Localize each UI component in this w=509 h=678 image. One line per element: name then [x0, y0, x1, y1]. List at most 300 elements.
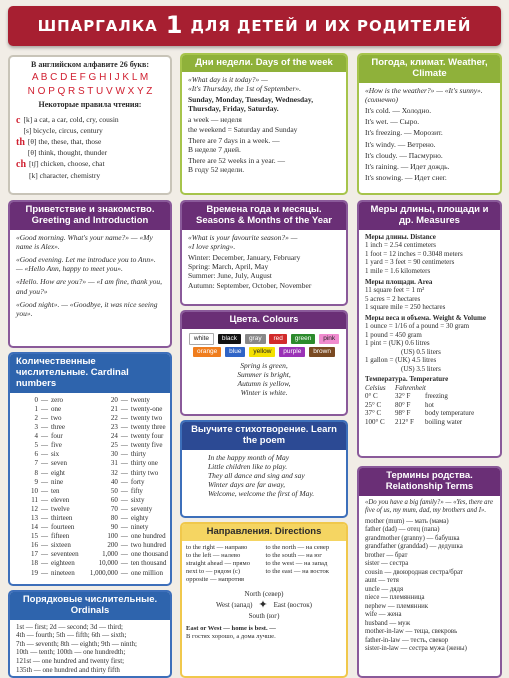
cardinal-row [86, 514, 168, 523]
temp-desc: freezing [425, 392, 448, 401]
cardinal-title: Количественные числительные. Cardinal numbers [10, 354, 170, 393]
seasons-title: Времена года и месяцы. Seasons & Months of the Year [182, 202, 346, 230]
poem-title: Выучите стихотворение. Learn the poem [182, 422, 346, 450]
poem-card [180, 420, 348, 518]
cardinal-word: eighteen [51, 559, 75, 568]
dash: — [120, 559, 128, 568]
cardinal-word: fourteen [51, 523, 75, 532]
chip-gray: gray [245, 334, 266, 344]
cardinal-row [86, 487, 168, 496]
cardinal-word: three [51, 423, 65, 432]
weather-l1: «How is the weather?» — «It's sunny». (солнечно) [365, 85, 483, 104]
dir-r [266, 576, 343, 584]
cardinal-value: 8 [34, 468, 38, 477]
weather-l2: It's cold. — Холодно. [365, 106, 432, 116]
cardinal-word: forty [130, 477, 145, 486]
dash: — [120, 432, 128, 441]
alphabet-row-1: A B C D E F G H I J K L M [31, 71, 149, 83]
cardinal-word: five [51, 441, 62, 450]
area-1: 11 square feet = 1 m² [365, 286, 425, 295]
dash: — [41, 550, 48, 559]
colour-poem-3: Autumn is yellow, [237, 379, 291, 389]
weather-l5: It's windy. — Ветрено. [365, 139, 436, 149]
days-l6: There are 7 days in a week. — [188, 135, 280, 145]
cardinal-word: twelve [51, 504, 70, 513]
chip-green: green [291, 334, 316, 344]
dash: — [41, 413, 48, 422]
weather-l7: It's raining. — Идет дождь. [365, 161, 450, 171]
cardinal-word: thirteen [51, 513, 73, 522]
weather-l8: It's snowing. — Идет снег. [365, 172, 447, 182]
cardinal-value: 25 [110, 441, 118, 450]
cardinal-row [12, 405, 84, 414]
cardinal-value: 22 [110, 413, 118, 422]
dash: — [120, 541, 128, 550]
cardinal-value: 0 [34, 395, 38, 404]
proverb-ru: В гостях хорошо, а дома лучше. [186, 632, 276, 640]
cardinal-value: 80 [110, 513, 118, 522]
cardinal-row [86, 569, 168, 578]
cardinal-value: 40 [110, 477, 118, 486]
dash: — [41, 523, 48, 532]
dir-r: to the south — на юг [265, 551, 322, 559]
cardinal-row [12, 414, 84, 423]
temp-f: 32° F [395, 392, 411, 401]
compass-star-icon: ✦ [258, 598, 268, 611]
rules-title: Некоторые правила чтения: [38, 100, 142, 110]
family-term: father (dad) — отец (папа) [365, 526, 440, 534]
weather-l4: It's freezing. — Морозит. [365, 128, 443, 138]
temp-col-blank [425, 384, 494, 393]
compass-west: West (запад) [215, 601, 253, 610]
cardinal-word: twenty four [130, 432, 164, 441]
weather-card [357, 53, 502, 195]
cardinal-row [86, 396, 168, 405]
ordinals-l5: 121st — one hundred and twenty first; [16, 656, 125, 665]
dash: — [120, 404, 128, 413]
dir-r: to the east — на восток [265, 568, 329, 576]
greeting-l4: «Good night». — «Goodbye, it was nice seeing you». [16, 299, 158, 318]
directions-title: Направления. Directions [182, 524, 346, 541]
cardinal-word: eleven [51, 495, 70, 504]
area-heading: Меры площади. Area [365, 277, 433, 286]
cardinal-word: twenty [130, 395, 150, 404]
dash: — [120, 523, 128, 532]
greeting-l3: «Hello. How are you?» — «I am fine, thank you, and you?» [16, 277, 162, 296]
ordinals-l3: 7th — seventh; 8th — eighth; 9th — ninth; [16, 639, 137, 648]
cardinal-row [12, 496, 84, 505]
greeting-l1: «Good morning. What's your name?» — «My name is Alex». [16, 232, 153, 251]
cardinal-word: thirty [130, 450, 147, 459]
greeting-l2: «Good evening. Let me introduce you to Ann». — «Hello Ann, happy to meet you». [16, 255, 156, 274]
header-number: 1 [165, 11, 183, 40]
chip-purple: purple [279, 347, 305, 357]
cardinal-value: 19 [31, 568, 38, 577]
ordinals-l6: 135th — one hundred and thirty fifth [16, 665, 120, 674]
cardinal-row [12, 505, 84, 514]
cardinal-row [86, 450, 168, 459]
cardinal-word: six [51, 450, 60, 459]
dir-l: to the left — налево [186, 551, 241, 559]
ordinals-l1: 1st — first; 2d — second; 3d — third; [16, 622, 123, 631]
dash: — [120, 504, 128, 513]
weight-6: (US) 3.5 liters [401, 364, 441, 373]
cardinal-value: 7 [34, 459, 38, 468]
rule-th-2: [θ] think, thought, thunder [27, 148, 108, 158]
cardinal-row [12, 487, 84, 496]
dash: — [41, 495, 48, 504]
cardinal-value: 16 [31, 541, 38, 550]
family-term: brother — брат [365, 551, 408, 559]
cardinal-value: 90 [110, 523, 118, 532]
cardinal-word: two [51, 413, 62, 422]
ordinals-card [8, 590, 172, 678]
weather-title: Погода, климат. Weather, Climate [359, 55, 500, 83]
cardinal-value: 14 [31, 523, 38, 532]
distance-2: 1 foot = 12 inches = 0.3048 meters [365, 249, 463, 258]
cardinal-value: 12 [31, 504, 38, 513]
temp-f: 80° F [395, 400, 411, 409]
temp-desc: boiling water [425, 418, 463, 426]
cardinal-value: 10 [31, 486, 38, 495]
dash: — [41, 532, 48, 541]
weather-l3: It's wet. — Сыро. [365, 117, 420, 127]
cardinal-value: 2 [34, 413, 38, 422]
colours-title: Цвета. Colours [182, 312, 346, 329]
cardinal-row [12, 514, 84, 523]
cardinal-row [86, 405, 168, 414]
weight-5: 1 gallon = (UK) 4.5 litres [365, 356, 437, 365]
compass [186, 590, 342, 620]
cardinal-row [12, 441, 84, 450]
cardinal-word: four [51, 432, 63, 441]
cardinal-value: 5 [34, 441, 38, 450]
temp-f: 212° F [395, 418, 414, 426]
cardinal-value: 21 [110, 404, 118, 413]
dash: — [120, 477, 128, 486]
cardinal-word: seventeen [51, 550, 79, 559]
cardinal-row [12, 469, 84, 478]
cardinal-word: eighty [130, 513, 149, 522]
cardinal-value: 50 [110, 486, 118, 495]
distance-4: 1 mile = 1.6 kilometers [365, 266, 431, 275]
directions-card [180, 522, 348, 678]
dash: — [41, 513, 48, 522]
colours-card [180, 310, 348, 416]
days-l8: There are 52 weeks in a year. — [188, 156, 286, 166]
seasons-l6: Autumn: September, October, November [188, 280, 312, 290]
days-card [180, 53, 348, 195]
family-term: uncle — дядя [365, 585, 404, 593]
dash: — [120, 486, 128, 495]
dash: — [120, 532, 128, 541]
cardinal-row [12, 569, 84, 578]
dash: — [41, 395, 48, 404]
cardinal-value: 60 [110, 495, 118, 504]
cardinal-word: fifteen [51, 532, 70, 541]
poem-l3: They all dance and sing and say [208, 471, 305, 481]
dir-l: next to — рядом (с) [186, 568, 241, 576]
dash: — [41, 477, 48, 486]
cardinal-value: 1,000 [102, 550, 118, 559]
temp-desc: hot [425, 400, 434, 409]
family-list [365, 518, 494, 654]
dash: — [120, 450, 128, 459]
cardinal-word: fifty [130, 486, 143, 495]
cardinal-value: 200 [107, 541, 118, 550]
dash: — [41, 450, 48, 459]
cardinal-value: 15 [31, 532, 38, 541]
cardinal-row [86, 423, 168, 432]
measures-card [357, 200, 502, 458]
cardinal-word: nine [51, 477, 64, 486]
seasons-l5: Summer: June, July, August [188, 271, 272, 281]
poem-l4: Winter days are far away, [208, 480, 286, 490]
poem-l2: Little children like to play. [208, 461, 288, 471]
family-term: sister — сестра [365, 560, 409, 568]
alphabet-card: В английском алфавите 26 букв: A B C D E F G H I J K L M N O P Q R S T U V W X Y Z Некоторые правила чтения: c [k] a cat, a car, cold, cry, cousin [s] bicycle, circus, century th [θ] the, these, that, those [θ] think, thought, thunder ch [tʃ] chicken, choose, chat [k] character, chemistry [8, 55, 172, 195]
cardinal-value: 4 [34, 432, 38, 441]
cardinal-row [12, 559, 84, 568]
area-2: 5 acres = 2 hectares [365, 294, 421, 303]
dash: — [120, 495, 128, 504]
cardinal-word: seventy [130, 504, 153, 513]
days-l3: Sunday, Monday, Tuesday, Wednesday, Thursday, Friday, Saturday. [188, 95, 314, 114]
cardinal-row [86, 550, 168, 559]
cardinal-row [86, 441, 168, 450]
dash: — [120, 513, 128, 522]
poem-l1: In the happy month of May [208, 452, 290, 462]
cardinal-word: two hundred [130, 541, 167, 550]
dir-l: to the right — направо [186, 543, 248, 551]
family-term: wife — жена [365, 611, 402, 619]
chip-red: red [269, 334, 286, 344]
cardinal-row [86, 478, 168, 487]
cardinal-value: 3 [34, 423, 38, 432]
family-term: husband — муж [365, 619, 411, 627]
dash: — [120, 423, 128, 432]
dash: — [41, 541, 48, 550]
family-term: mother-in-law — теща, свекровь [365, 628, 458, 636]
dash: — [41, 568, 48, 577]
cardinal-word: thirty one [130, 459, 158, 468]
colour-poem-1: Spring is green, [240, 360, 288, 370]
cardinal-row [86, 459, 168, 468]
cardinal-word: twenty-one [130, 404, 163, 413]
cardinal-row [12, 550, 84, 559]
family-term: grandmother (granny) — бабушка [365, 534, 460, 542]
family-term: aunt — тетя [365, 577, 399, 585]
days-l7: В неделе 7 дней. [188, 144, 241, 154]
cardinal-value: 11 [31, 495, 38, 504]
header-title-right: ДЛЯ ДЕТЕЙ И ИХ РОДИТЕЛЕЙ [190, 16, 472, 35]
chip-brown: brown [309, 347, 335, 357]
days-l9: В году 52 недели. [188, 165, 245, 175]
cardinal-word: seven [51, 459, 67, 468]
cardinal-word: sixteen [51, 541, 71, 550]
cardinal-row [86, 496, 168, 505]
cardinal-word: one [51, 404, 62, 413]
cardinal-word: one thousand [130, 550, 168, 559]
cardinal-word: nineteen [51, 568, 75, 577]
family-title: Термины родства. Relationship Terms [359, 468, 500, 496]
cardinal-word: twenty five [130, 441, 163, 450]
weight-heading: Меры веса и объема. Weight & Volume [365, 313, 486, 322]
greeting-card [8, 200, 172, 348]
cardinal-word: twenty three [130, 423, 166, 432]
header-title-left: ШПАРГАЛКА [37, 16, 158, 35]
colour-poem-4: Winter is white. [240, 388, 288, 398]
dash: — [41, 459, 48, 468]
page-header [8, 6, 501, 46]
cardinal-value: 100 [107, 532, 118, 541]
chip-orange: orange [193, 347, 221, 357]
rule-c-1: [k] a cat, a car, cold, cry, cousin [23, 114, 119, 124]
days-l1: «What day is it today?» — [188, 74, 268, 84]
chip-black: black [218, 334, 241, 344]
seasons-l2: «I love spring». [188, 241, 236, 251]
distance-1: 1 inch = 2.54 centimeters [365, 241, 437, 250]
area-3: 1 square mile = 250 hectares [365, 303, 446, 312]
cardinal-row [86, 541, 168, 550]
family-intro: «Do you have a big family?» — «Yes, there are five of us, my mum, dad, my brothers and I». [365, 498, 493, 515]
measures-title: Меры длины, площади и др. Measures [359, 202, 500, 230]
cardinal-value: 6 [34, 450, 38, 459]
cardinal-word: eight [51, 468, 65, 477]
weather-l6: It's cloudy. — Пасмурно. [365, 150, 443, 160]
cardinal-value: 31 [110, 459, 118, 468]
cardinal-value: 30 [110, 450, 118, 459]
seasons-l4: Spring: March, April, May [188, 262, 269, 272]
cardinal-value: 13 [31, 513, 38, 522]
dash: — [120, 468, 128, 477]
cardinal-row [86, 432, 168, 441]
chip-pink: pink [319, 334, 339, 344]
cardinal-row [12, 432, 84, 441]
cardinal-value: 17 [31, 550, 38, 559]
dash: — [120, 441, 128, 450]
cardinal-value: 10,000 [98, 559, 118, 568]
cardinal-word: ten thousand [130, 559, 167, 568]
temp-desc: body temperature [425, 409, 475, 418]
family-term: sister-in-law — сестра мужа (жены) [365, 645, 467, 653]
family-card [357, 466, 502, 678]
seasons-l3: Winter: December, January, February [188, 253, 301, 263]
cardinal-value: 1 [34, 404, 38, 413]
poem-l5: Welcome, welcome the first of May. [208, 489, 315, 499]
weight-4: (US) 0.5 liters [401, 347, 441, 356]
cardinal-word: twenty two [130, 413, 163, 422]
distance-heading: Меры длины. Distance [365, 232, 436, 241]
temp-c: 25° C [365, 400, 382, 409]
rule-c-2: [s] bicycle, circus, century [23, 126, 103, 136]
weight-3: 1 pint = (UK) 0.6 litres [365, 339, 430, 348]
dash: — [41, 441, 48, 450]
cardinal-word: sixty [130, 495, 145, 504]
dash: — [41, 504, 48, 513]
cardinal-row [86, 523, 168, 532]
colour-poem-2: Summer is bright, [237, 369, 291, 379]
dash: — [41, 559, 48, 568]
cardinal-row [12, 478, 84, 487]
cardinal-value: 24 [110, 432, 118, 441]
temp-f: 98° F [395, 409, 411, 418]
cardinal-row [86, 532, 168, 541]
days-l2: «It's Thursday, the 1st of September». [188, 84, 302, 94]
temp-col-fahrenheit: Fahrenheit [395, 383, 426, 392]
weight-2: 1 pound = 450 gram [365, 330, 422, 339]
dash: — [120, 395, 128, 404]
temp-c: 0° C [365, 392, 378, 401]
family-term: mother (mum) — мать (мама) [365, 517, 449, 525]
cardinal-row [12, 450, 84, 459]
family-term: father-in-law — тесть, свекор [365, 636, 449, 644]
cardinal-value: 1,000,000 [89, 568, 118, 577]
cardinal-row [86, 469, 168, 478]
cardinal-value: 32 [110, 468, 118, 477]
cardinal-word: zero [51, 395, 64, 404]
cardinal-row [12, 423, 84, 432]
family-term: niece — племянница [365, 594, 425, 602]
days-l4: a week — неделя [188, 115, 242, 125]
cardinal-word: ten [51, 486, 60, 495]
dash: — [41, 486, 48, 495]
dir-r: to the west — на запад [265, 559, 328, 567]
cardinal-row [86, 559, 168, 568]
alphabet-intro: В английском алфавите 26 букв: [30, 60, 150, 69]
cardinal-value: 23 [110, 423, 118, 432]
greeting-title: Приветствие и знакомство. Greeting and Introduction [10, 202, 170, 230]
dash: — [120, 459, 128, 468]
cardinal-row [86, 414, 168, 423]
cardinal-value: 70 [110, 504, 118, 513]
cardinal-word: one million [130, 568, 163, 577]
distance-3: 1 yard = 3 feet = 90 centimeters [365, 258, 455, 267]
family-term: grandfather (granddad) — дедушка [365, 543, 463, 551]
seasons-card [180, 200, 348, 306]
cardinal-value: 9 [34, 477, 38, 486]
cardinal-value: 18 [31, 559, 38, 568]
cardinal-row [12, 459, 84, 468]
chip-white: white [189, 333, 214, 345]
days-l5: the weekend = Saturday and Sunday [188, 124, 298, 134]
compass-south: South (юг) [248, 612, 280, 621]
rule-ch-1: [tʃ] chicken, choose, chat [29, 159, 105, 169]
cardinal-word: ninety [130, 523, 149, 532]
cardinal-row [12, 532, 84, 541]
compass-east: East (восток) [273, 601, 313, 610]
cardinal-row [12, 396, 84, 405]
rule-ch-2: [k] character, chemistry [29, 170, 101, 180]
dir-l: opposite — напротив [186, 576, 245, 584]
proverb-en: East or West — home is best. — [186, 624, 276, 632]
dash: — [120, 568, 128, 577]
family-term: cousin — двоюродная сестра/брат [365, 568, 463, 576]
temperature-heading: Температура. Temperature [365, 375, 449, 384]
cardinal-value: 20 [110, 395, 118, 404]
dash: — [41, 404, 48, 413]
compass-north: North (север) [244, 590, 284, 599]
weight-1: 1 ounce = 1/16 of a pound = 30 gram [365, 322, 470, 331]
dash: — [41, 432, 48, 441]
seasons-l1: «What is your favourite season?» — [188, 232, 298, 242]
cardinal-word: one hundred [130, 532, 166, 541]
cardinal-row [86, 505, 168, 514]
days-title: Дни недели. Days of the week [182, 55, 346, 72]
cardinal-row [12, 523, 84, 532]
ordinals-l4: 10th — tenth; 100th — one hundredth; [16, 648, 126, 657]
dash: — [41, 423, 48, 432]
